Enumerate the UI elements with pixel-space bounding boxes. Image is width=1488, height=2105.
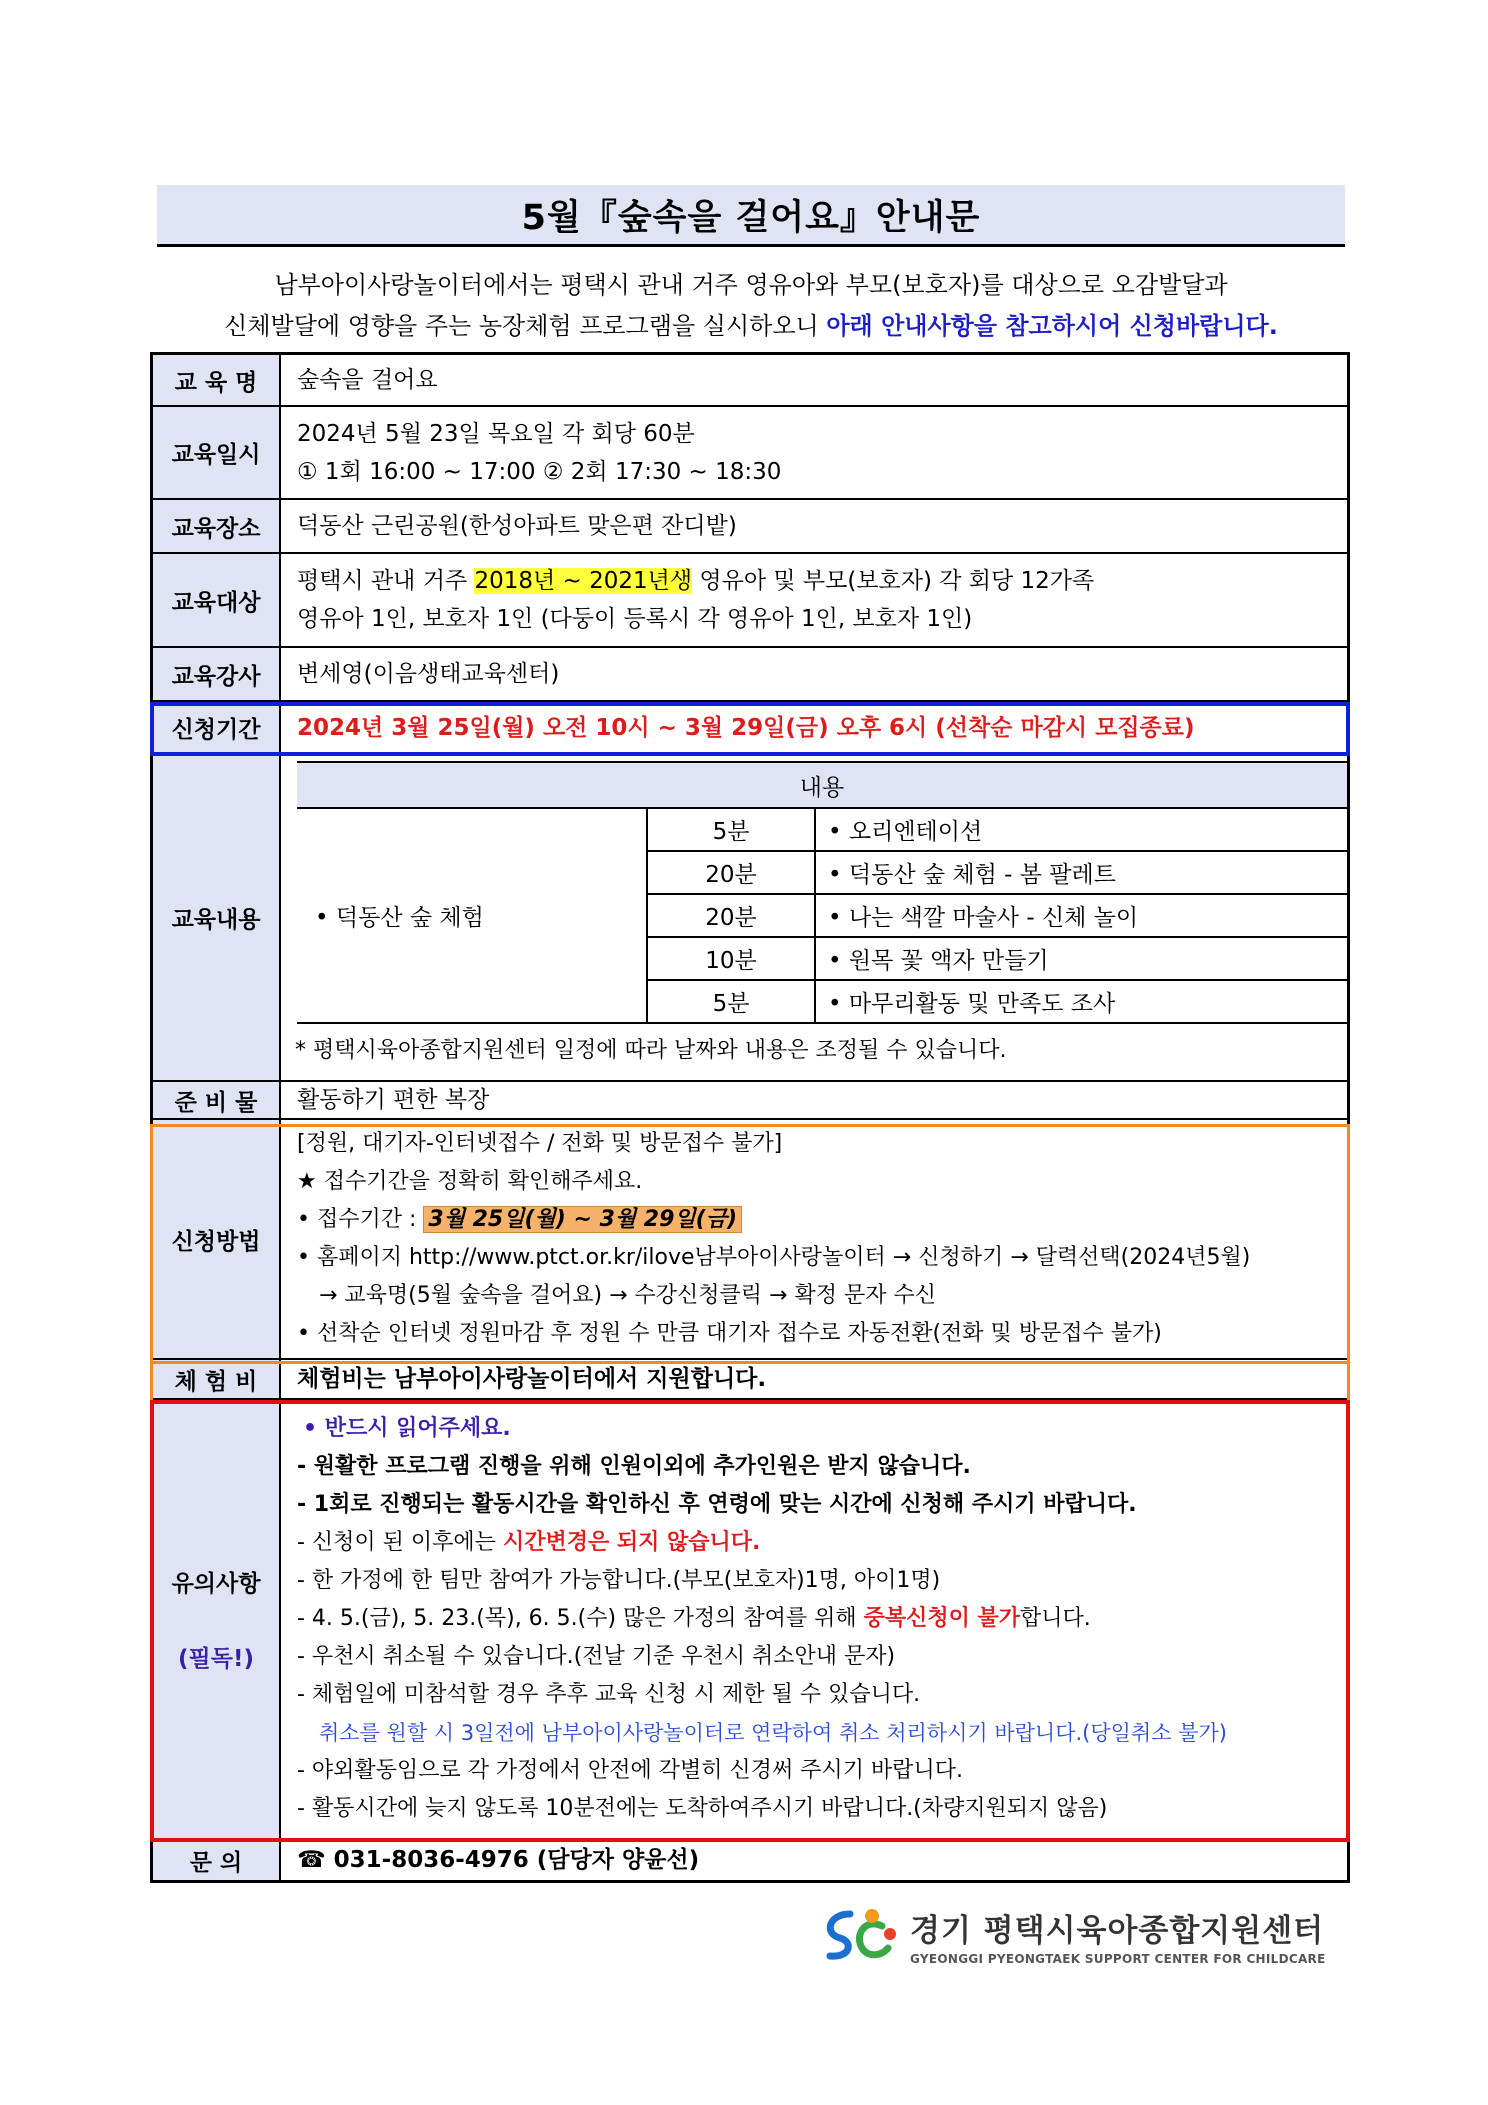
value-prep: 활동하기 편한 복장 — [297, 1087, 490, 1113]
method-line-2: ★ 접수기간을 정확히 확인해주세요. — [297, 1169, 643, 1194]
activity-cell: • 원목 꽃 액자 만들기 — [815, 937, 1347, 980]
notice-l9: 취소를 원할 시 3일전에 남부아이사랑놀이터로 연락하여 취소 처리하시기 바랍니다.(당일취소 불가) — [319, 1721, 1227, 1745]
notice-l11: - 활동시간에 늦지 않도록 10분전에는 도착하여주시기 바랍니다.(차량지원되지 않음) — [297, 1796, 1108, 1821]
row-notice — [153, 1400, 1347, 1840]
notice-l10: - 야외활동임으로 각 가정에서 안전에 각별히 신경써 주시기 바랍니다. — [297, 1758, 963, 1783]
target-pre: 평택시 관내 거주 — [297, 568, 475, 594]
row-period — [153, 702, 1347, 755]
row-target — [153, 554, 1347, 648]
value-period: 2024년 3월 25일(월) 오전 10시 ~ 3월 29일(금) 오후 6시 (선착순 마감시 모집종료) — [297, 714, 1195, 741]
curriculum-table — [297, 761, 1347, 1024]
row-name — [153, 355, 1347, 407]
time-cell: 5분 — [647, 808, 815, 851]
row-prep — [153, 1082, 1347, 1120]
value-fee: 체험비는 남부아이사랑놀이터에서 지원합니다. — [297, 1366, 767, 1392]
time-cell: 5분 — [647, 980, 815, 1023]
notice-l5: - 한 가정에 한 팀만 참여가 가능합니다.(부모(보호자)1명, 아이1명) — [297, 1568, 941, 1593]
row-teacher — [153, 648, 1347, 702]
method-line-1: [정원, 대기자-인터넷접수 / 전화 및 방문접수 불가] — [297, 1131, 783, 1156]
table-row — [297, 808, 1347, 851]
notice-l8: - 체험일에 미참석할 경우 추후 교육 신청 시 제한 될 수 있습니다. — [297, 1682, 921, 1707]
org-name-ko: 경기 평택시육아종합지원센터 — [910, 1912, 1325, 1949]
target-highlight: 2018년 ~ 2021년생 — [474, 568, 693, 594]
intro-emphasis: 아래 안내사항을 참고하시어 신청바랍니다. — [826, 312, 1278, 340]
label-date: 교육일시 — [153, 407, 281, 498]
method-line-4: • 홈페이지 http://www.ptct.or.kr/ilove남부아이사랑놀이터 → 신청하기 → 달력선택(2024년5월) — [297, 1245, 1251, 1270]
row-date — [153, 407, 1347, 500]
label-prep: 준 비 물 — [153, 1082, 281, 1118]
curriculum-header: 내용 — [297, 762, 1347, 808]
notice-must-read: (필독!) — [178, 1646, 254, 1672]
value-target-line2: 영유아 1인, 보호자 1인 (다둥이 등록시 각 영유아 1인, 보호자 1인) — [297, 606, 973, 632]
row-contact — [153, 1840, 1347, 1880]
notice-l7: - 우천시 취소될 수 있습니다.(전날 기준 우천시 취소안내 문자) — [297, 1644, 896, 1669]
label-period: 신청기간 — [153, 702, 281, 753]
intro-line-2-text: 신체발달에 영향을 주는 농장체험 프로그램을 실시하오니 — [224, 312, 827, 340]
target-post: 영유아 및 부모(보호자) 각 회당 12가족 — [692, 568, 1095, 594]
method-line-3 — [297, 1201, 1331, 1239]
value-teacher: 변세영(이음생태교육센터) — [297, 661, 560, 687]
value-name: 숲속을 걸어요 — [297, 367, 438, 393]
value-contact: ☎ 031-8036-4976 (담당자 양윤선) — [297, 1847, 700, 1873]
time-cell: 20분 — [647, 894, 815, 937]
label-fee: 체 험 비 — [153, 1360, 281, 1398]
notice-l1: • 반드시 읽어주세요. — [303, 1416, 511, 1441]
notice-l6-red: 중복신청이 불가 — [863, 1606, 1021, 1631]
value-target-line1 — [297, 562, 1331, 600]
org-name-en: GYEONGGI PYEONGTAEK SUPPORT CENTER FOR CHILDCARE — [910, 1951, 1326, 1966]
notice-l4-red: 시간변경은 되지 않습니다. — [502, 1530, 761, 1555]
method-period-highlight: 3월 25일(월) ~ 3월 29일(금) — [423, 1206, 742, 1233]
notice-l2: - 원활한 프로그램 진행을 위해 인원이외에 추가인원은 받지 않습니다. — [297, 1454, 971, 1479]
notice-l6 — [297, 1600, 1331, 1638]
value-place: 덕동산 근린공원(한성아파트 맞은편 잔디밭) — [297, 513, 737, 539]
value-date-line2: ① 1회 16:00 ~ 17:00 ② 2회 17:30 ~ 18:30 — [297, 458, 782, 485]
label-curriculum: 교육내용 — [153, 755, 281, 1080]
label-notice — [153, 1400, 281, 1838]
label-target: 교육대상 — [153, 554, 281, 646]
method-period-label: • 접수기간 : — [297, 1207, 424, 1232]
notice-l6-post: 합니다. — [1020, 1606, 1091, 1631]
method-line-6: • 선착순 인터넷 정원마감 후 정원 수 만큼 대기자 접수로 자동전환(전화 및 방문접수 불가) — [297, 1321, 1162, 1346]
activity-cell: • 덕동산 숲 체험 - 봄 팔레트 — [815, 851, 1347, 894]
curriculum-note: * 평택시육아종합지원센터 일정에 따라 날짜와 내용은 조정될 수 있습니다. — [295, 1038, 1007, 1063]
activity-cell: • 나는 색깔 마술사 - 신체 놀이 — [815, 894, 1347, 937]
org-logo — [820, 1900, 1350, 1970]
method-line-5: → 교육명(5월 숲속을 걸어요) → 수강신청클릭 → 확정 문자 수신 — [319, 1283, 936, 1308]
notice-l6-text: - 4. 5.(금), 5. 23.(목), 6. 5.(수) 많은 가정의 참여를 위해 — [297, 1606, 864, 1631]
info-table — [150, 352, 1350, 1883]
intro-line-2 — [157, 306, 1345, 341]
label-contact: 문 의 — [153, 1840, 281, 1880]
value-date-line1: 2024년 5월 23일 목요일 각 회당 60분 — [297, 420, 695, 447]
row-place — [153, 500, 1347, 554]
row-curriculum — [153, 755, 1347, 1082]
label-teacher: 교육강사 — [153, 648, 281, 700]
label-place: 교육장소 — [153, 500, 281, 552]
intro-line-1: 남부아이사랑놀이터에서는 평택시 관내 거주 영유아와 부모(보호자)를 대상으로 오감발달과 — [274, 271, 1228, 299]
time-cell: 10분 — [647, 937, 815, 980]
org-logo-icon — [820, 1904, 900, 1966]
time-cell: 20분 — [647, 851, 815, 894]
row-method — [153, 1120, 1347, 1360]
notice-l4-text: - 신청이 된 이후에는 — [297, 1530, 503, 1555]
label-method: 신청방법 — [153, 1120, 281, 1358]
row-fee — [153, 1360, 1347, 1400]
notice-l3: - 1회로 진행되는 활동시간을 확인하신 후 연령에 맞는 시간에 신청해 주시기 바랍니다. — [297, 1492, 1137, 1517]
activity-cell: • 오리엔테이션 — [815, 808, 1347, 851]
activity-cell: • 마무리활동 및 만족도 조사 — [815, 980, 1347, 1023]
curriculum-subject: • 덕동산 숲 체험 — [297, 808, 647, 1023]
page-title: 5월『숲속을 걸어요』안내문 — [157, 185, 1345, 247]
notice-l4 — [297, 1524, 1331, 1562]
notice-label: 유의사항 — [171, 1571, 261, 1597]
label-name: 교 육 명 — [153, 355, 281, 405]
